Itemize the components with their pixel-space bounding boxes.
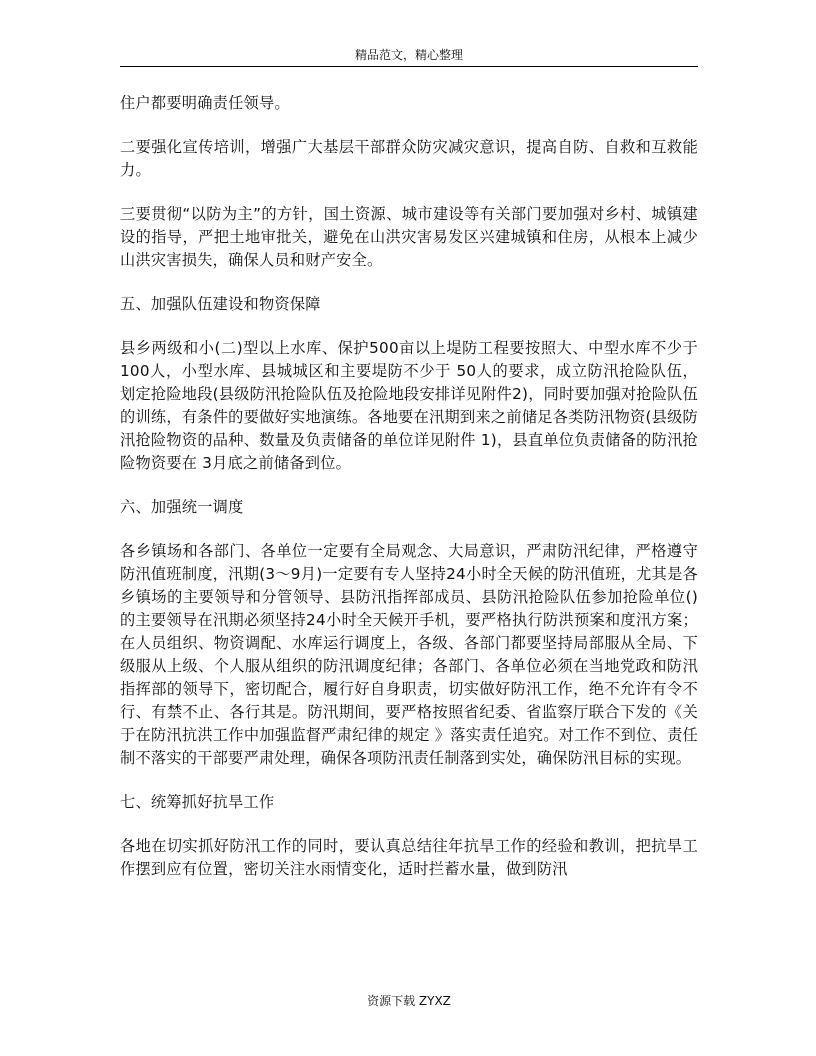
section-heading-6: 六、加强统一调度 [120,498,244,516]
paragraph-publicity-training: 二要强化宣传培训，增强广大基层干部群众防灾减灾意识，提高自防、自救和互救能力。 [120,138,698,179]
paragraph-unified-dispatch: 各乡镇场和各部门、各单位一定要有全局观念、大局意识，严肃防汛纪律，严格遵守防汛值班制度，汛期(3～9月)一定要有专人坚持24小时全天候的防汛值班，尤其是各乡镇场的主要领导和分管领导、县防汛指挥部成员、县防汛抢险队伍参加抢险单位()的主要领导在汛期必须坚持24小时全天候开手机，要严格执行防洪预案和度汛方案；在人员组织、物资调配、水库运行调度上，各级、各部门都要坚持局部服从全局、下级服从上级、个人服从组织的防汛调度纪律；各部门、各单位必须在当地党政和防汛指挥部的领导下，密切配合，履行好自身职责，切实做好防汛工作，绝不允许有令不行、有禁不止、各行其是。防汛期间，要严格按照省纪委、省监察厅联合下发的《关于在防汛抗洪工作中加强监督严肃纪律的规定 》落实责任追究。对工作不到位、责任制不落实的干部要严肃处理，确保各项防汛责任制落到实处，确保防汛目标的实现。 [120,542,698,767]
paragraph-responsibility-tail: 住户都要明确责任领导。 [120,94,290,112]
section-heading-5: 五、加强队伍建设和物资保障 [120,295,321,313]
header-divider [120,66,698,67]
page-footer: 资源下载 ZYXZ [367,994,451,1008]
document-body [120,92,698,902]
paragraph-team-supplies: 县乡两级和小(二)型以上水库、保护500亩以上堤防工程要按照大、中型水库不少于 100人，小型水库、县城城区和主要堤防不少于 50人的要求，成立防汛抢险队伍，划定抢险地段(县级防汛抢险队伍及抢险地段安排详见附件2)，同时要加强对抢险队伍的训练，有条件的要做好实地演练。各地要在汛期到来之前储足各类防汛物资(县级防汛抢险物资的品种、数量及负责储备的单位详见附件 1)，县直单位负责储备的防汛抢险物资要在 3月底之前储备到位。 [120,339,699,472]
page-header: 精品范文，精心整理 [354,48,463,62]
section-heading-7: 七、统筹抓好抗旱工作 [120,793,275,811]
paragraph-drought-relief: 各地在切实抓好防汛工作的同时，要认真总结往年抗旱工作的经验和教训，把抗旱工作摆到应有位置，密切关注水雨情变化，适时拦蓄水量，做到防汛 [120,837,698,878]
paragraph-prevention-first: 三要贯彻“以防为主”的方针，国土资源、城市建设等有关部门要加强对乡村、城镇建设的指导，严把土地审批关，避免在山洪灾害易发区兴建城镇和住房，从根本上减少山洪灾害损失，确保人员和财产安全。 [120,205,698,269]
